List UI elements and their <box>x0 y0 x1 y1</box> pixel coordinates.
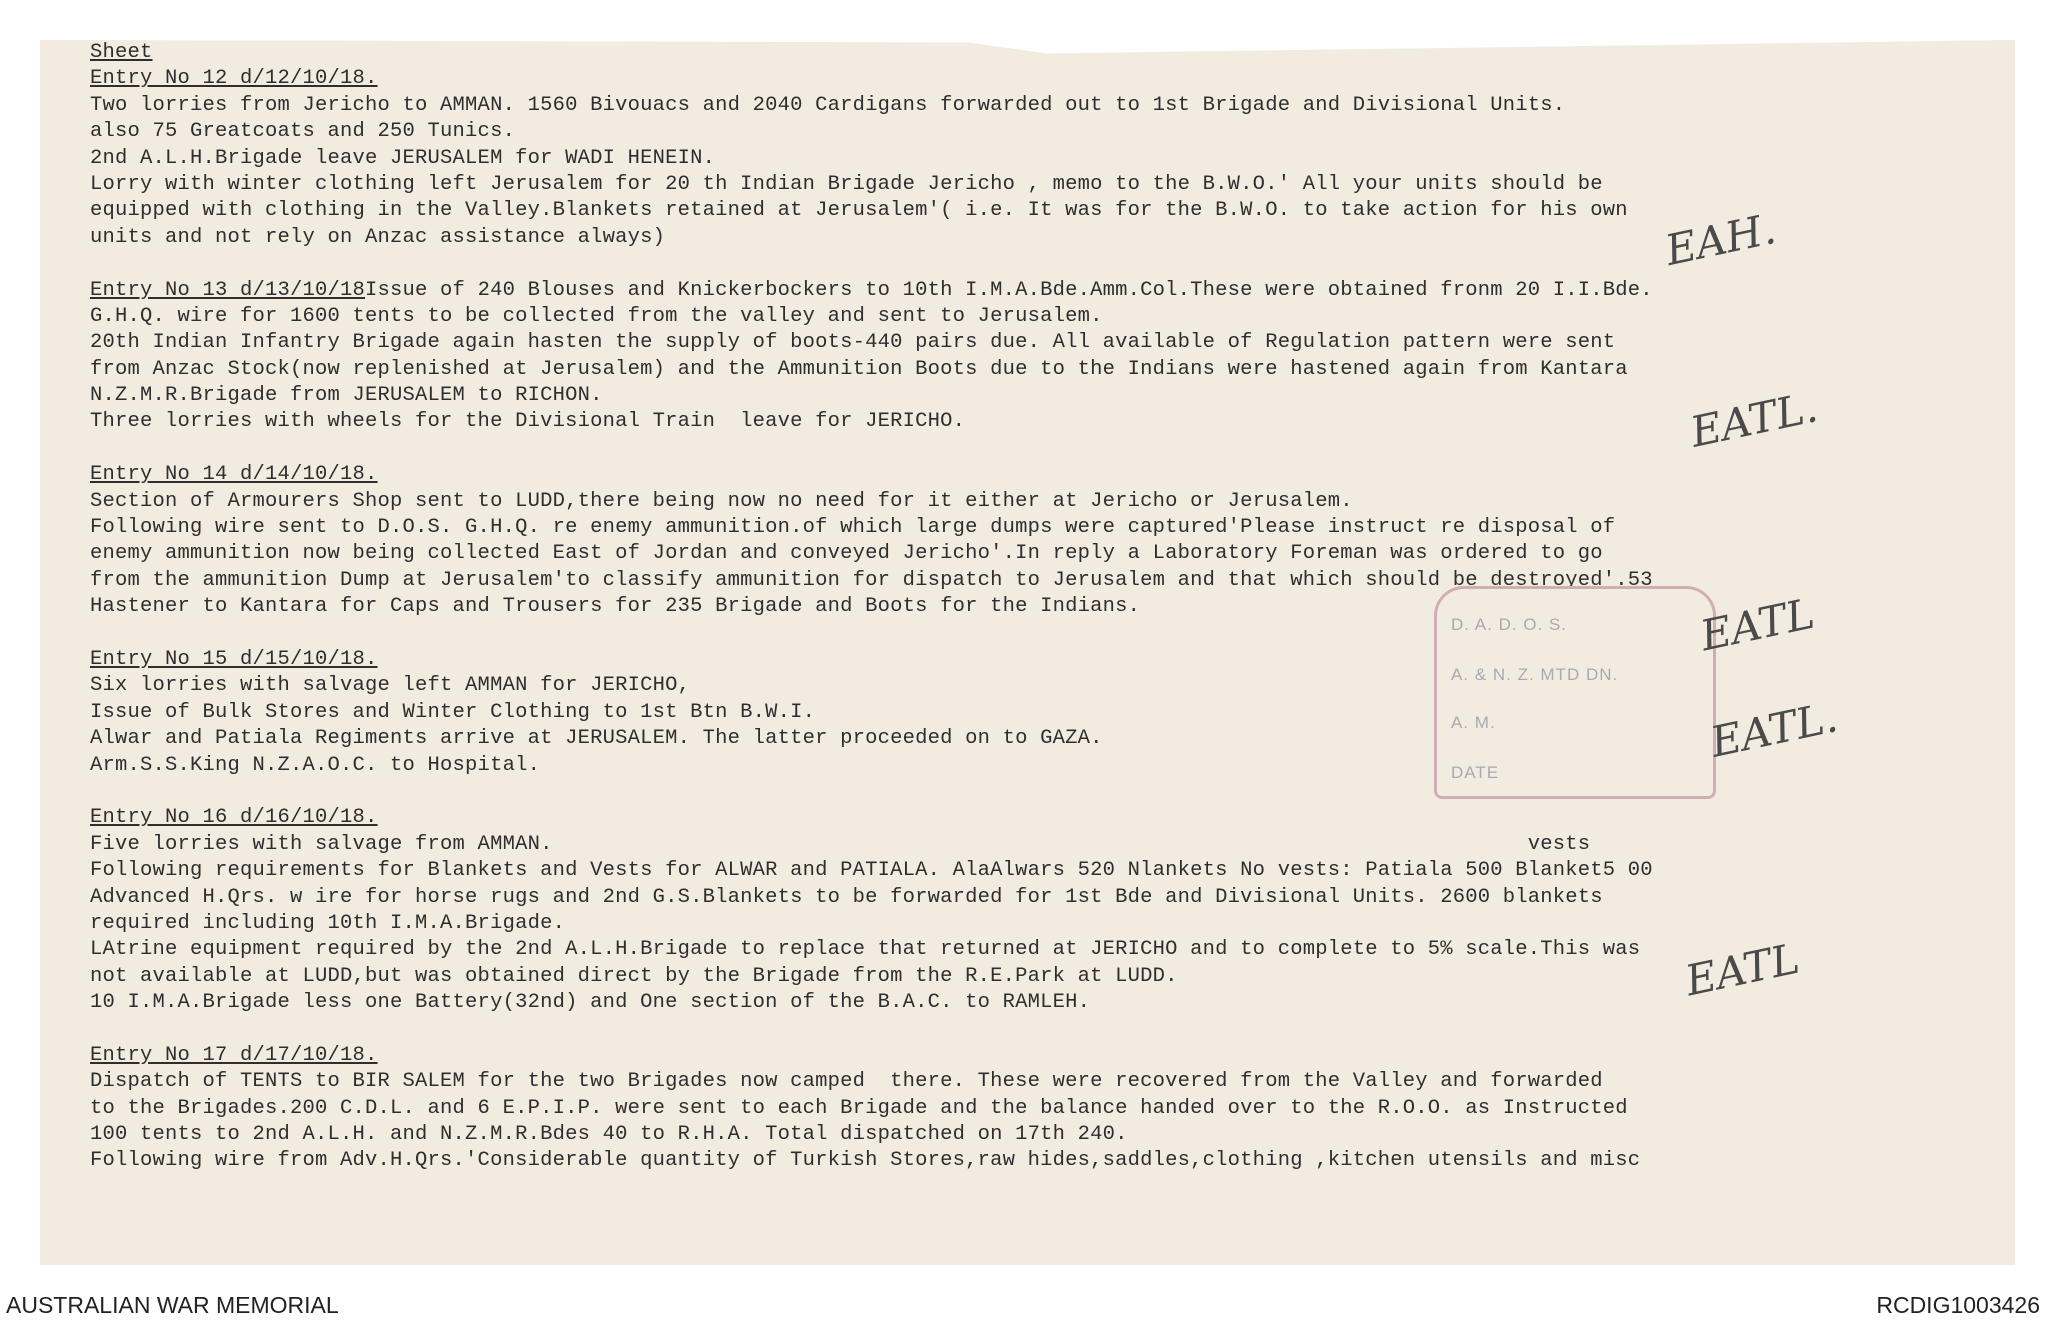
text-line <box>90 304 1990 330</box>
text-line <box>90 1096 1990 1122</box>
line-text: equipped with clothing in the Valley.Blankets retained at Jerusalem'( i.e. It was for the B.W.O. to take action for his own <box>90 199 1628 223</box>
line-text: required including 10th I.M.A.Brigade. <box>90 911 566 935</box>
footer-record-id: RCDIG1003426 <box>1876 1292 2040 1318</box>
line-text: Advanced H.Qrs. w ire for horse rugs and 2nd G.S.Blankets to be forwarded for 1st Bde and Divisional Units. 2600 blankets <box>90 885 1603 909</box>
line-text: N.Z.M.R.Brigade from JERUSALEM to RICHON. <box>90 384 603 408</box>
entry-heading: Entry No 15 d/15/10/18. <box>90 647 378 671</box>
entry-heading: Entry No 14 d/14/10/18. <box>90 463 378 487</box>
text-line <box>90 1148 1990 1174</box>
text-line <box>90 515 1990 541</box>
entry-heading: Entry No 16 d/16/10/18. <box>90 806 378 830</box>
text-line <box>90 330 1990 356</box>
entry-heading-line <box>90 278 1990 304</box>
text-line <box>90 357 1990 383</box>
dados-stamp <box>1434 586 1716 799</box>
line-text: Issue of Bulk Stores and Winter Clothing to 1st Btn B.W.I. <box>90 700 816 724</box>
text-line <box>90 1122 1990 1148</box>
stamp-line-3: A. M. <box>1451 713 1496 732</box>
line-text: Dispatch of TENTS to BIR SALEM for the two Brigades now camped there. These were recovered from the Valley and forwarded <box>90 1070 1603 1094</box>
entry-heading: Entry No 13 d/13/10/18 <box>90 278 366 302</box>
line-text: from the ammunition Dump at Jerusalem'to classify ammunition for dispatch to Jerusalem and that which should be destroyed'.53 <box>90 568 1653 592</box>
line-text: Five lorries with salvage from AMMAN. vests <box>90 832 1591 856</box>
line-text: Two lorries from Jericho to AMMAN. 1560 Bivouacs and 2040 Cardigans forwarded out to 1st Brigade and Divisional Units. <box>90 93 1566 117</box>
text-line <box>90 172 1990 198</box>
line-text: 20th Indian Infantry Brigade again hasten the supply of boots-440 pairs due. All available of Regulation pattern were sent <box>90 331 1616 355</box>
text-line <box>90 911 1990 937</box>
line-text: Three lorries with wheels for the Divisional Train leave for JERICHO. <box>90 410 966 434</box>
entry-heading-line <box>90 1043 1990 1069</box>
entry-heading-line <box>90 66 1990 92</box>
line-text: Lorry with winter clothing left Jerusalem for 20 th Indian Brigade Jericho , memo to the B.W.O.' All your units should be <box>90 172 1603 196</box>
line-text: Issue of 240 Blouses and Knickerbockers to 10th I.M.A.Bde.Amm.Col.These were obtained fronm 20 I.I.Bde. <box>365 278 1653 302</box>
entry-heading-line <box>90 805 1990 831</box>
handwritten-initials: EATL <box>1681 933 1804 1006</box>
stamp-line-4: DATE <box>1451 763 1500 782</box>
line-text: Section of Armourers Shop sent to LUDD,there being now no need for it either at Jericho or Jerusalem. <box>90 489 1353 513</box>
line-text: enemy ammunition now being collected East of Jordan and conveyed Jericho'.In reply a Laboratory Foreman was ordered to go <box>90 542 1603 566</box>
line-text: not available at LUDD,but was obtained direct by the Brigade from the R.E.Park at LUDD. <box>90 964 1178 988</box>
line-text: Alwar and Patiala Regiments arrive at JERUSALEM. The latter proceeded on to GAZA. <box>90 727 1103 751</box>
line-text: Following wire sent to D.O.S. G.H.Q. re enemy ammunition.of which large dumps were captured'Please instruct re disposal of <box>90 516 1616 540</box>
entry-heading: Entry No 12 d/12/10/18. <box>90 67 378 91</box>
footer-archive-name: AUSTRALIAN WAR MEMORIAL <box>6 1292 339 1318</box>
stamp-line-2: A. & N. Z. MTD DN. <box>1451 665 1619 684</box>
handwritten-initials: EATL. <box>1686 382 1822 457</box>
line-text: Following wire from Adv.H.Qrs.'Considerable quantity of Turkish Stores,raw hides,saddles,clothing ,kitchen utensils and misc <box>90 1149 1641 1173</box>
stamp-line-1: D. A. D. O. S. <box>1451 615 1568 634</box>
line-text: LAtrine equipment required by the 2nd A.L.H.Brigade to replace that returned at JERICHO and to complete to 5% scale.This was <box>90 938 1641 962</box>
line-text: Following requirements for Blankets and Vests for ALWAR and PATIALA. AlaAlwars 520 Nlankets No vests: Patiala 500 Blanket5 00 <box>90 859 1653 883</box>
text-line <box>90 146 1990 172</box>
entry-heading-line <box>90 462 1990 488</box>
entry-heading-line <box>90 40 1990 66</box>
text-line <box>90 858 1990 884</box>
handwritten-initials: EAH. <box>1661 203 1780 276</box>
line-text: 10 I.M.A.Brigade less one Battery(32nd) and One section of the B.A.C. to RAMLEH. <box>90 991 1091 1015</box>
text-line <box>90 541 1990 567</box>
line-text: G.H.Q. wire for 1600 tents to be collected from the valley and sent to Jerusalem. <box>90 304 1103 328</box>
text-line <box>90 832 1990 858</box>
text-line <box>90 1069 1990 1095</box>
line-text: units and not rely on Anzac assistance always) <box>90 225 666 249</box>
handwritten-initials: EATL <box>1696 588 1819 661</box>
text-line <box>90 93 1990 119</box>
paragraph-gap <box>90 1016 1990 1042</box>
line-text: Arm.S.S.King N.Z.A.O.C. to Hospital. <box>90 753 541 777</box>
line-text: 2nd A.L.H.Brigade leave JERUSALEM for WADI HENEIN. <box>90 146 716 170</box>
line-text: Hastener to Kantara for Caps and Trousers for 235 Brigade and Boots for the Indians. <box>90 595 1141 619</box>
text-line <box>90 119 1990 145</box>
line-text: 100 tents to 2nd A.L.H. and N.Z.M.R.Bdes 40 to R.H.A. Total dispatched on 17th 240. <box>90 1123 1128 1147</box>
text-line <box>90 885 1990 911</box>
line-text: also 75 Greatcoats and 250 Tunics. <box>90 120 516 144</box>
entry-heading: Entry No 17 d/17/10/18. <box>90 1043 378 1067</box>
line-text: to the Brigades.200 C.D.L. and 6 E.P.I.P. were sent to each Brigade and the balance handed over to the R.O.O. as Instructed <box>90 1096 1628 1120</box>
handwritten-initials: EATL. <box>1706 692 1842 767</box>
line-text: from Anzac Stock(now replenished at Jerusalem) and the Ammunition Boots due to the Indians were hastened again from Kantara <box>90 357 1628 381</box>
entry-heading: Sheet <box>90 41 153 64</box>
line-text: Six lorries with salvage left AMMAN for JERICHO, <box>90 674 691 698</box>
text-line <box>90 489 1990 515</box>
text-line <box>90 568 1990 594</box>
